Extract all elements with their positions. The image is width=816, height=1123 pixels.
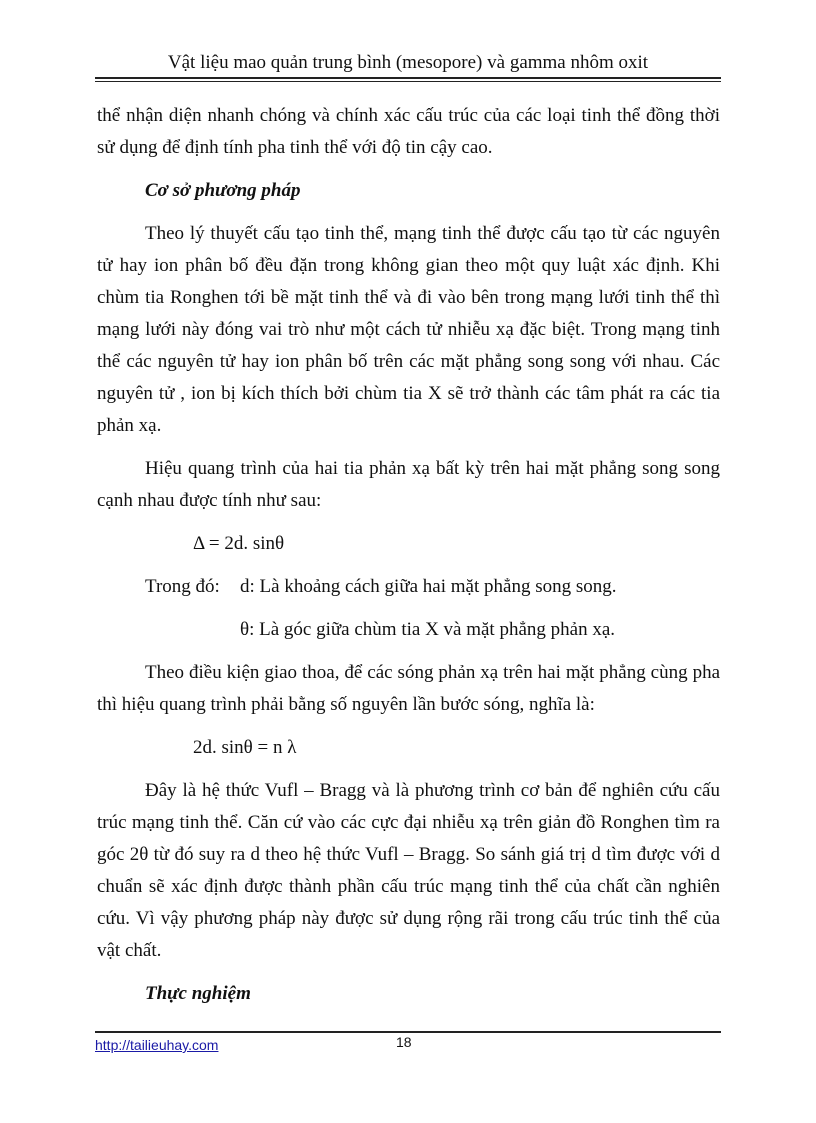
formula-delta: Δ = 2d. sinθ: [193, 533, 285, 554]
paragraph-theory: Theo lý thuyết cấu tạo tinh thể, mạng tinh thể được cấu tạo từ các nguyên tử hay ion phân bố đều đặn trong không gian theo một quy luật xác định. Khi chùm tia Ronghen tới bề mặt tinh thể và đi vào bên trong mạng lưới tinh thể thì mạng lưới này đóng vai trò như một cách tử nhiễu xạ đặc biệt. Trong mạng tinh thể các nguyên tử hay ion phân bố trên các mặt phẳng song song với nhau. Các nguyên tử , ion bị kích thích bởi chùm tia X sẽ trở thành các tâm phát ra các tia phản xạ.: [97, 223, 720, 436]
footer-link[interactable]: http://tailieuhay.com: [95, 1037, 219, 1053]
definition-d: [97, 571, 720, 603]
section-heading-experiment: Thực nghiệm: [145, 983, 251, 1004]
definition-d-text: d: Là khoảng cách giữa hai mặt phẳng song song.: [240, 576, 617, 597]
page-number: 18: [396, 1034, 412, 1050]
where-label: Trong đó:: [145, 576, 220, 597]
footer-rule: [95, 1031, 721, 1033]
paragraph-path-difference: Hiệu quang trình của hai tia phản xạ bất kỳ trên hai mặt phẳng song song cạnh nhau được tính như sau:: [97, 458, 720, 511]
paragraph-bragg: Đây là hệ thức Vufl – Bragg và là phương trình cơ bản để nghiên cứu cấu trúc mạng tinh thể. Căn cứ vào các cực đại nhiễu xạ trên giản đồ Ronghen tìm ra góc 2θ từ đó suy ra d theo hệ thức Vufl – Bragg. So sánh giá trị d tìm được với d chuẩn sẽ xác định được thành phần cấu trúc mạng tinh thể của chất cần nghiên cứu. Vì vậy phương pháp này được sử dụng rộng rãi trong cấu trúc tinh thể của vật chất.: [97, 780, 720, 961]
header-rule-thin: [95, 81, 721, 82]
header-rule: [95, 77, 721, 79]
section-heading-basis: Cơ sở phương pháp: [145, 180, 301, 201]
formula-bragg: 2d. sinθ = n λ: [193, 737, 297, 758]
document-body: [97, 100, 720, 1021]
definition-theta: θ: Là góc giữa chùm tia X và mặt phẳng phản xạ.: [240, 619, 616, 640]
paragraph-continuation: thể nhận diện nhanh chóng và chính xác cấu trúc của các loại tinh thể đồng thời sử dụng để định tính pha tinh thể với độ tin cậy cao.: [97, 105, 720, 158]
paragraph-interference: Theo điều kiện giao thoa, để các sóng phản xạ trên hai mặt phẳng cùng pha thì hiệu quang trình phải bằng số nguyên lần bước sóng, nghĩa là:: [97, 662, 720, 715]
page-header-title: Vật liệu mao quản trung bình (mesopore) và gamma nhôm oxit: [167, 52, 649, 73]
